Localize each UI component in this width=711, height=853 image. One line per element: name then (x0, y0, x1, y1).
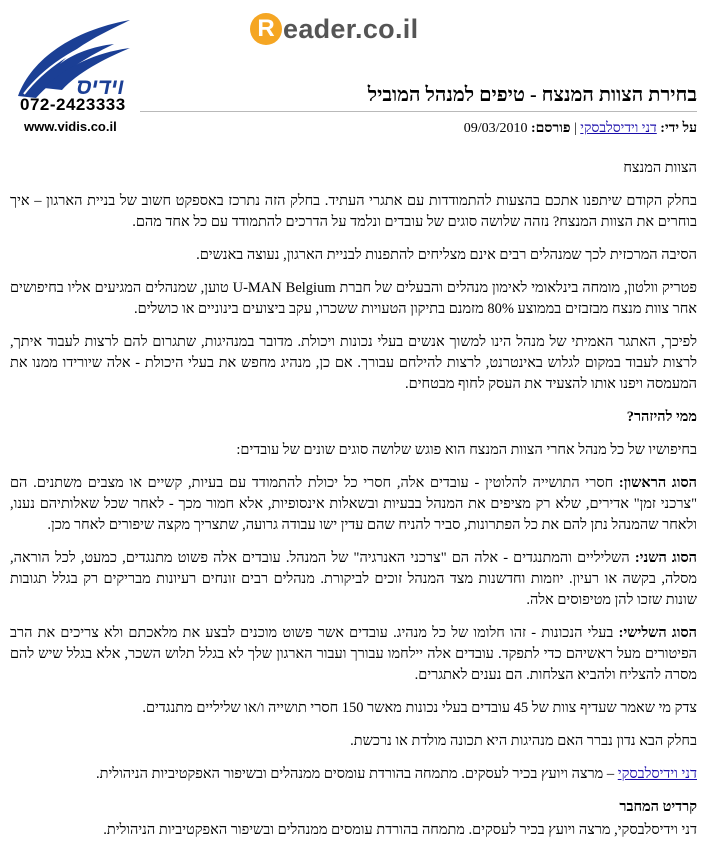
paragraph-5: בחיפושיו של כל מנהל אחרי הצוות המנצח הוא פוגש שלושה סוגים שונים של עובדים: (236, 442, 697, 458)
author-bio-text: – מרצה ויועץ בכיר לעסקים. מתמחה בהורדת עומסים ממנהלים ובשיפור האפקטיביות הניהולית. (96, 766, 618, 782)
credit-text: דני וידיסלבסקי, מרצה ויועץ בכיר לעסקים. מתמחה בהורדת עומסים ממנהלים ובשיפור האפקטיביות הניהולית. (103, 822, 697, 838)
reader-logo-text: eader.co.il (283, 13, 419, 44)
vidis-logo (14, 18, 134, 100)
author-bio-link[interactable]: דני וידיסלבסקי (617, 766, 697, 782)
paragraph-3: פטריק וולטון, מומחה בינלאומי לאימון מנהלים והבעלים של חברת U-MAN Belgium טוען, שמנהלים המגיעים אליו בחיפושים אחר צוות מנצח מבזבזים בממוצע 80% מזמנם בתיקון הטעויות ששכרו, עקב ביצועים בינוניים או כושלים. (10, 280, 697, 317)
paragraph-7: בחלק הבא נדון נברר האם מנהיגות היא תכונה מולדת או נרכשת. (350, 733, 697, 749)
paragraph-4: לפיכך, האתגר האמיתי של מנהל הינו למשוך אנשים בעלי נכונות ויכולת. מדובר במנהיגות, שתגרום להם לרצות לעבוד איתך, לרצות לעבוד במקום לגלוש באינטרנט, לרצות להילחם עבורך. אם כן, מנהיג מחפש את בעלי היכולת - אלה שיורידו ממנו את המעמסה ויפנו אותו להצעיד את העסק לחוף מבטחים. (10, 334, 697, 392)
type-1-paragraph (10, 473, 697, 536)
type-2-paragraph (10, 548, 697, 611)
reader-logo-circle: R (250, 13, 282, 45)
published-label: פורסם: (531, 121, 571, 136)
author-bio-paragraph (10, 764, 697, 785)
credit-heading: קרדיט המחבר (619, 799, 697, 815)
byline-label: על ידי: (660, 121, 697, 136)
type-3-paragraph (10, 623, 697, 686)
reader-logo[interactable] (250, 9, 418, 49)
article-title: בחירת הצוות המנצח - טיפים למנהל המוביל (367, 84, 697, 106)
paragraph-2: הסיבה המרכזית לכך שמנהלים רבים אינם מצליחים להתפנות לבניית הארגון, נעוצה באנשים. (196, 247, 697, 263)
header (0, 0, 711, 150)
published-date: 09/03/2010 (463, 121, 528, 136)
article-body (10, 158, 697, 853)
vidis-phone: 072-2423333 (20, 95, 126, 114)
type-3-text: בעלי הנכונות - זהו חלומו של כל מנהיג. עובדים אשר פשוט מוכנים לבצע את מלאכתם ולא צריכים את הרב הפיטורים מעל ראשיהם כדי לתפקד. עובדים אלה יילחמו עבורך ועבור הארגון שלך לא בגלל תלוש השכר, אלא בגלל שיש להם מסרה להצליח ולהביא הצלחות. הם נענים לאתגרים. (10, 625, 697, 683)
intro-heading: הצוות המנצח (623, 160, 697, 176)
byline (464, 121, 697, 137)
type-2-text: השליליים והמתנגדים - אלה הם "צרכני האנרגיה" של המנהל. עובדים אלה פשוט מתנגדים, כמעט, לכל הוראה, מסלה, בקשה או רעיון. יוזמות וחדשנות מצד המנהל זוכים לביקורת. מנהלים רבים זונחים רעיונות מבריקים רק בגלל תגובות שונות שזכו להן מטיפוסים אלה. (10, 550, 697, 608)
type-2-label: הסוג השני: (634, 550, 697, 566)
paragraph-6: צדק מי שאמר שעדיף צוות של 45 עובדים בעלי נכונות מאשר 150 חסרי תושייה ו/או שליליים מתנגדים. (142, 700, 697, 716)
vidis-url[interactable]: www.vidis.co.il (24, 119, 117, 134)
type-1-label: הסוג הראשון: (618, 475, 698, 491)
type-1-text: חסרי התושייה להלוטין - עובדים אלה, חסרי כל יכולת להתמודד עם בעיות, קשיים או מצבים משתנים. הם "צרכני זמן" אדירים, שלא רק מציפים את המנהל בבעיות ובשאלות אינסופיות, אלא חמור מכך - לאחר שכל שאלותיהם נענו, ולאחר שהמנהל נתן להם את כל הפתרונות, סביר להניח שהם עדין ישו עבודה גרועה, שתצריך מקצה שיפורים לאחר מכן. (10, 475, 697, 533)
svg-text:וידיס: וידיס (76, 74, 124, 99)
beware-heading: ממי להיזהר? (626, 409, 697, 425)
byline-separator: | (573, 121, 577, 136)
author-link[interactable]: דני וידיסלבסקי (580, 121, 657, 136)
title-divider (140, 111, 697, 112)
type-3-label: הסוג השלישי: (618, 625, 697, 641)
paragraph-1: בחלק הקודם שיתפנו אתכם בהצעות להתמודדות עם אתגרי העתיד. בחלק הזה נתרכז באספקט חשוב של בניית הארגון – איך בוחרים את הצוות המנצח? נזהה שלושה סוגים של עובדים ונלמד על הדרכים להתמודד עם כל אחד מהם. (10, 193, 697, 230)
